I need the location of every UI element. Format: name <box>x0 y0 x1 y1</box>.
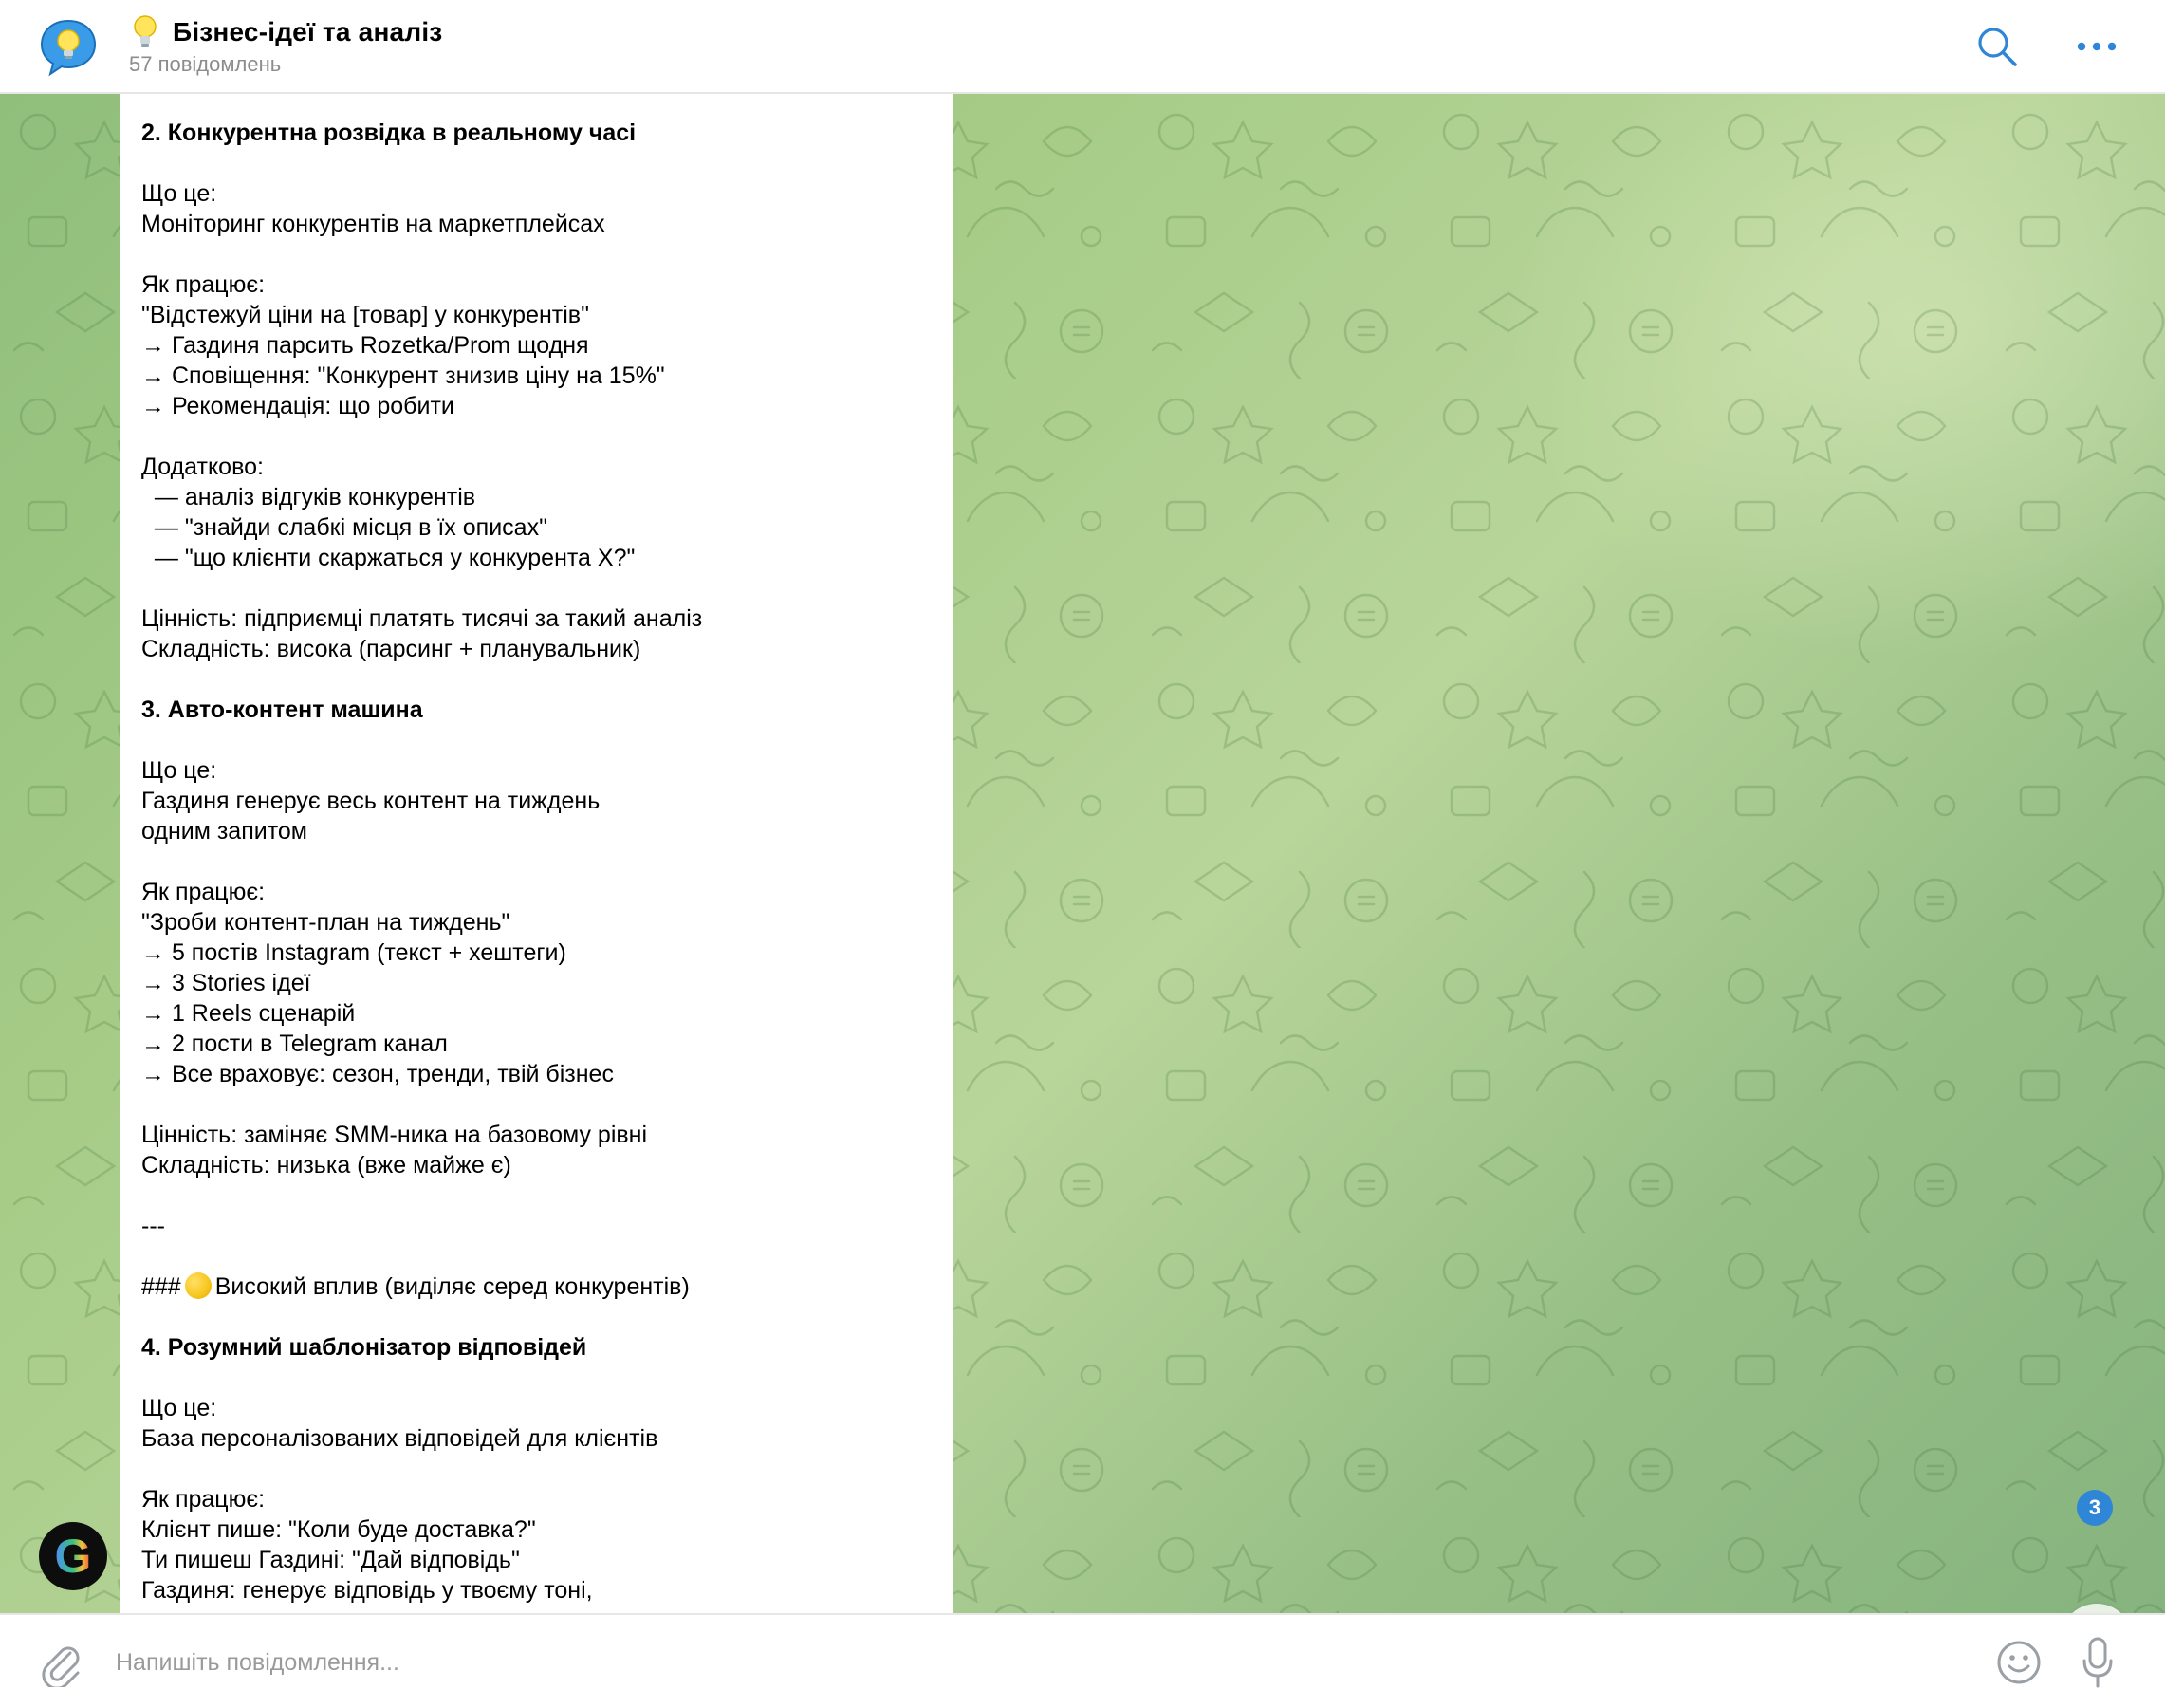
chat-area[interactable] <box>0 94 2165 1613</box>
message-line <box>141 421 938 452</box>
message-line: Цінність: підприємці платять тисячі за такий аналіз <box>141 605 703 632</box>
chat-title: Бізнес-ідеї та аналіз <box>173 17 443 46</box>
microphone-icon[interactable] <box>2082 1636 2114 1689</box>
message-line: Газдиня генерує весь контент на тиждень <box>141 788 601 814</box>
more-dots-icon[interactable] <box>2074 32 2119 61</box>
message-line: → 5 постів Instagram (текст + хештеги) <box>141 939 566 966</box>
message-line <box>141 846 938 877</box>
message-line: Складність: низька (вже майже є) <box>141 1152 511 1179</box>
message-line: Що це: <box>141 757 217 784</box>
message-line <box>141 573 938 603</box>
message-line: 2. Конкурентна розвідка в реальному часі <box>141 120 637 146</box>
yellow-circle-icon <box>185 1272 212 1299</box>
message-bubble[interactable] <box>120 94 953 1613</box>
message-line: одним запитом <box>141 818 307 845</box>
message-count: 57 повідомлень <box>129 52 282 76</box>
message-line: → Сповіщення: "Конкурент знизив ціну на 15%" <box>141 362 665 389</box>
message-line: → Рекомендація: що робити <box>141 393 454 419</box>
lightbulb-icon <box>129 13 161 51</box>
search-icon[interactable] <box>1975 25 2019 68</box>
message-line <box>141 148 938 178</box>
message-line <box>141 239 938 269</box>
unread-count-badge: 3 <box>2077 1490 2113 1526</box>
message-line: Що це: <box>141 180 217 207</box>
message-line <box>141 725 938 755</box>
chat-header <box>0 0 2165 94</box>
message-line: — "що клієнти скаржаться у конкурента X?" <box>141 545 636 571</box>
message-line <box>141 1272 938 1302</box>
message-line: Складність: висока (парсинг + планувальник) <box>141 636 641 662</box>
message-line: Ти пишеш Газдині: "Дай відповідь" <box>141 1547 520 1573</box>
message-line: --- <box>141 1213 165 1239</box>
chat-title-row[interactable] <box>129 13 442 51</box>
message-line: База персоналізованих відповідей для клієнтів <box>141 1425 658 1452</box>
message-line: "Відстежуй ціни на [товар] у конкурентів" <box>141 302 589 328</box>
message-line: Що це: <box>141 1395 217 1421</box>
message-line <box>141 664 938 695</box>
speech-bubble-lightbulb-icon[interactable] <box>38 17 99 78</box>
emoji-smile-icon[interactable] <box>1996 1640 2042 1685</box>
message-line <box>141 1302 938 1332</box>
message-line: "Зроби контент-план на тиждень" <box>141 909 510 936</box>
message-text <box>141 118 938 1606</box>
message-line: Клієнт пише: "Коли буде доставка?" <box>141 1516 536 1543</box>
paperclip-icon[interactable] <box>38 1640 82 1687</box>
message-line <box>141 1089 938 1120</box>
message-input[interactable] <box>114 1640 1968 1685</box>
message-line: 4. Розумний шаблонізатор відповідей <box>141 1334 587 1361</box>
heading-text: Високий вплив (виділяє серед конкурентів) <box>214 1273 690 1300</box>
message-line: Цінність: заміняє SMM-ника на базовому рівні <box>141 1122 648 1148</box>
message-line <box>141 1363 938 1393</box>
message-line <box>141 1241 938 1272</box>
message-line: Як працює: <box>141 1486 266 1513</box>
avatar-letter: G <box>54 1530 92 1583</box>
heading-marker: ### <box>141 1273 181 1300</box>
message-line: → 1 Reels сценарій <box>141 1000 356 1027</box>
message-line: → 2 пости в Telegram канал <box>141 1030 448 1057</box>
message-line <box>141 1454 938 1484</box>
message-input-bar <box>0 1613 2165 1708</box>
message-line: — "знайди слабкі місця в їх описах" <box>141 514 547 541</box>
message-line: Як працює: <box>141 271 266 298</box>
message-line: Як працює: <box>141 879 266 905</box>
message-line: — аналіз відгуків конкурентів <box>141 484 476 511</box>
message-line: 3. Авто-контент машина <box>141 696 423 723</box>
message-line: Додатково: <box>141 454 264 480</box>
message-line: → Газдиня парсить Rozetka/Prom щодня <box>141 332 589 359</box>
message-line: → 3 Stories ідеї <box>141 970 311 996</box>
message-line: Моніторинг конкурентів на маркетплейсах <box>141 211 605 237</box>
message-line: Газдиня: генерує відповідь у твоєму тоні, <box>141 1577 593 1604</box>
sender-avatar[interactable] <box>39 1522 107 1590</box>
message-line <box>141 1180 938 1211</box>
message-line: → Все враховує: сезон, тренди, твій бізнес <box>141 1061 614 1087</box>
